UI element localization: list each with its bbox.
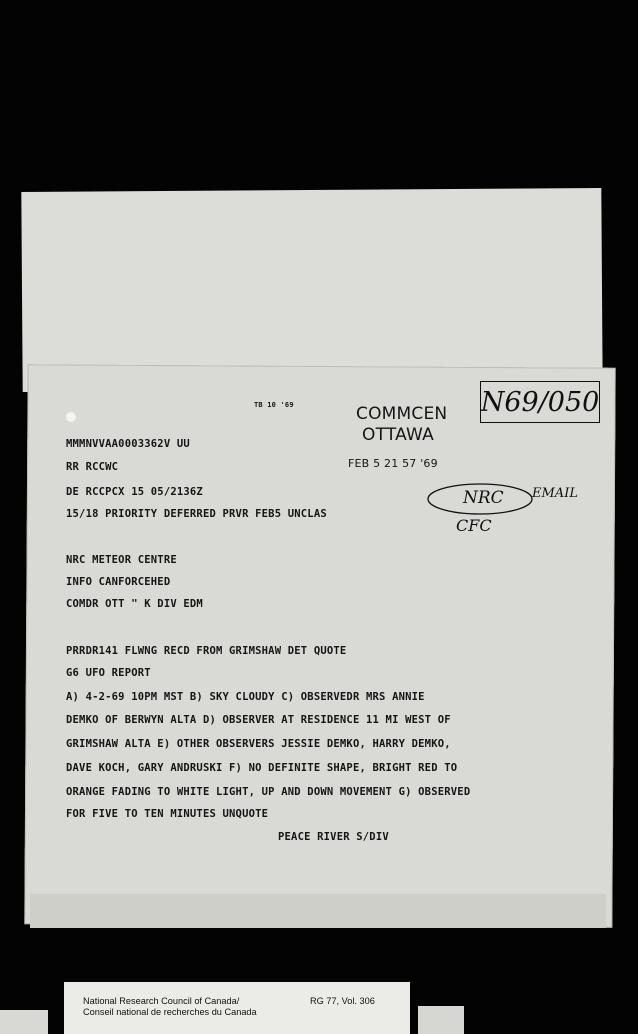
message-line: PRRDR141 FLWNG RECD FROM GRIMSHAW DET QUOTE bbox=[66, 645, 347, 657]
archive-label bbox=[64, 982, 410, 1034]
message-line: A) 4-2-69 10PM MST B) SKY CLOUDY C) OBSERVEDR MRS ANNIE bbox=[66, 691, 425, 703]
message-line: GRIMSHAW ALTA E) OTHER OBSERVERS JESSIE DEMKO, HARRY DEMKO, bbox=[66, 738, 451, 750]
message-line: DEMKO OF BERWYN ALTA D) OBSERVER AT RESIDENCE 11 MI WEST OF bbox=[66, 714, 451, 726]
header-line: DE RCCPCX 15 05/2136Z bbox=[66, 486, 203, 498]
message-line: G6 UFO REPORT bbox=[66, 667, 151, 679]
addressee-line: COMDR OTT " K DIV EDM bbox=[66, 598, 203, 610]
addressee-line: NRC METEOR CENTRE bbox=[66, 554, 177, 566]
header-line: RR RCCWC bbox=[66, 461, 119, 473]
handwritten-nrc: NRC bbox=[463, 488, 504, 508]
received-datetime: FEB 5 21 57 '69 bbox=[348, 457, 438, 470]
message-line: ORANGE FADING TO WHITE LIGHT, UP AND DOWN MOVEMENT G) OBSERVED bbox=[66, 786, 471, 798]
routing-office: COMMCEN bbox=[356, 404, 448, 424]
paper-corner-right bbox=[418, 1006, 464, 1034]
header-line: MMMNVVAA0003362V UU bbox=[66, 438, 190, 450]
punch-mark bbox=[66, 412, 76, 422]
time-stamp: TB 10 '69 bbox=[254, 401, 294, 409]
upper-paper-sheet bbox=[21, 188, 602, 392]
signature-line: PEACE RIVER S/DIV bbox=[278, 831, 389, 843]
addressee-line: INFO CANFORCEHED bbox=[66, 576, 171, 588]
archive-label-french: Conseil national de recherches du Canada bbox=[83, 1007, 257, 1017]
message-line: FOR FIVE TO TEN MINUTES UNQUOTE bbox=[66, 808, 269, 820]
message-line: DAVE KOCH, GARY ANDRUSKI F) NO DEFINITE SHAPE, BRIGHT RED TO bbox=[66, 762, 458, 774]
routing-city: OTTAWA bbox=[362, 425, 434, 445]
header-line: 15/18 PRIORITY DEFERRED PRVR FEB5 UNCLAS bbox=[66, 508, 327, 520]
sheet-bottom-edge bbox=[30, 894, 606, 928]
handwritten-cfc: CFC bbox=[456, 516, 492, 535]
archive-reference: RG 77, Vol. 306 bbox=[310, 996, 375, 1006]
paper-corner-left bbox=[0, 1010, 48, 1034]
serial-number-box: N69/050 bbox=[480, 381, 600, 423]
handwritten-email: EMAIL bbox=[532, 486, 578, 501]
archive-label-english: National Research Council of Canada/ bbox=[83, 996, 240, 1006]
